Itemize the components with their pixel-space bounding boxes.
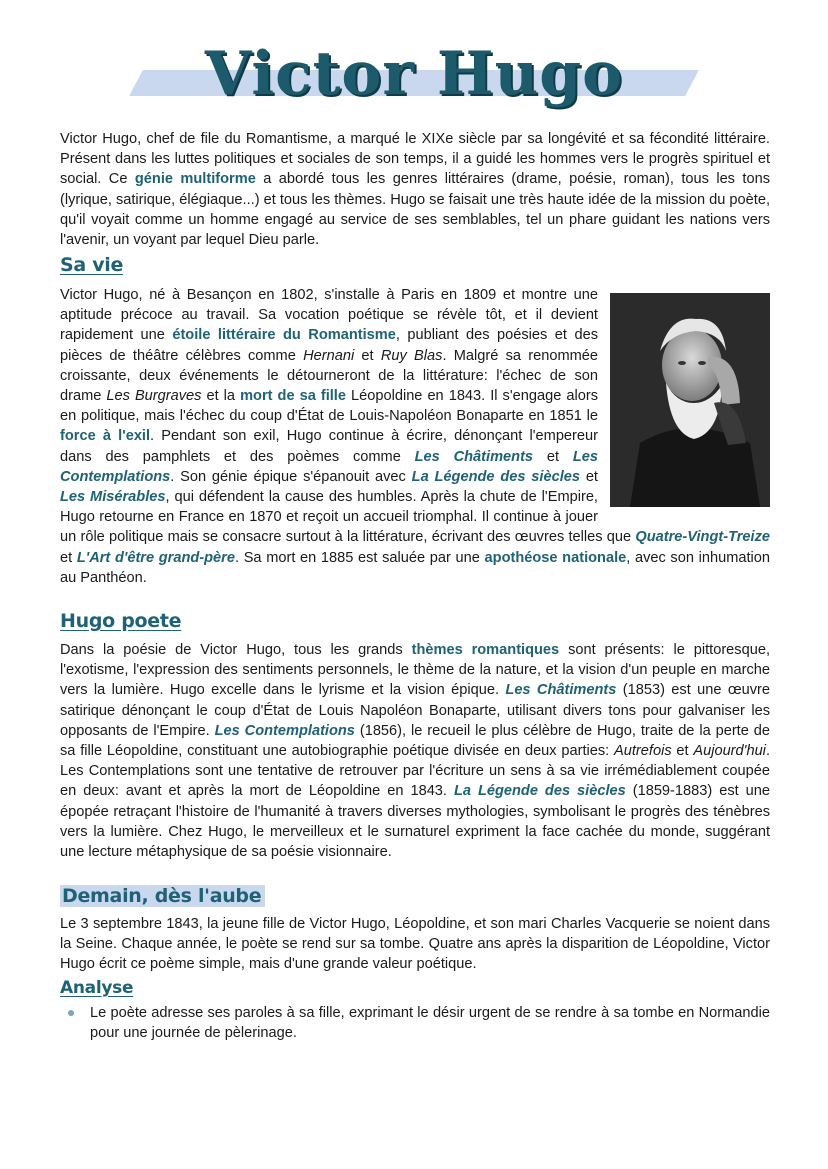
poete-text: (1856), le recueil le plus célèbre de Hugo, traite de la perte de sa fille Léopoldine, constituant une autobiographie poétique divisée en deux parties:	[60, 722, 770, 760]
sa-vie-highlight: mort de sa fille	[240, 388, 346, 405]
poete-work-title: La Légende des siècles	[453, 783, 626, 800]
poete-text: (1853) est une œuvre satirique dénonçant le coup d'État de Louis Napoléon Bonaparte, utilisant divers tons pour galvaniser les opposants de l'Empire.	[60, 682, 770, 739]
sa-vie-title-italic: Ruy Blas	[380, 347, 443, 364]
sa-vie-highlight: force à l'exil	[60, 428, 151, 445]
sa-vie-text: . Malgré sa renommée croissante, deux événements le détourneront de la littérature: l'échec de son drame	[60, 347, 598, 405]
poete-work-title: Les Contemplations	[214, 722, 355, 739]
sa-vie-work-title: Quatre-Vingt-Treize	[635, 529, 770, 546]
poete-work-title: Les Châtiments	[505, 682, 617, 699]
sa-vie-work-title: L'Art d'être grand-père	[76, 549, 235, 566]
sa-vie-work-title: Les Contemplations	[60, 448, 599, 485]
poete-text: et	[671, 743, 694, 760]
sa-vie-text: , qui défendent la cause des humbles. Après la chute de l'Empire, Hugo retourne en France en 1870 et reçoit un accueil triomphal. Il continue à jouer un rôle politique mais se consacre surtout à la littérature, écrivant des œuvres telles que	[60, 489, 636, 546]
intro-highlight: génie multiforme	[134, 171, 256, 188]
poete-part-title: Autrefois	[614, 743, 672, 760]
sa-vie-text: . Pendant son exil, Hugo continue à écrire, dénonçant l'empereur dans des pamphlets et des poèmes comme	[60, 428, 598, 465]
sa-vie-text: et	[533, 448, 573, 465]
sa-vie-paragraph	[60, 285, 770, 588]
section-heading-sa-vie: Sa vie	[60, 254, 124, 276]
sa-vie-work-title: Les Misérables	[60, 489, 166, 506]
page-title: Victor Hugo	[204, 39, 624, 109]
sa-vie-text: et	[60, 549, 77, 566]
intro-text-2: a abordé tous les genres littéraires (drame, poésie, roman), tous les tons (lyrique, satirique, élégiaque...) et tous les thèmes. Hugo se faisait une très haute idée de la mission du poète, qu'il voyait comme un homme engagé au service de ses semblables, tel un phare guidant les nations vers l'avenir, un voyant par lequel Dieu parle.	[60, 171, 770, 249]
intro-paragraph	[60, 129, 770, 250]
sa-vie-text: Léopoldine en 1843. Il s'engage alors en politique, mais l'échec du coup d'État de Louis-Napoléon Bonaparte en 1851 le	[60, 388, 598, 425]
sa-vie-text: et	[354, 347, 381, 364]
poete-text: (1859-1883) est une épopée retraçant l'histoire de l'humanité à travers diverses mythologies, symbolisant le progrès des ténèbres vers la lumière. Chez Hugo, le merveilleux et le surnaturel expriment la face cachée du monde, suggérant une lecture métaphysique de sa poésie visionnaire.	[60, 783, 770, 861]
analyse-list-item	[60, 1003, 770, 1043]
poete-part-title: Aujourd'hui	[693, 743, 766, 760]
sa-vie-work-title: La Légende des siècles	[411, 468, 580, 485]
sa-vie-text: et	[580, 468, 598, 485]
analyse-list	[60, 1003, 770, 1043]
sa-vie-text: Victor Hugo, né à Besançon en 1802, s'installe à Paris en 1809 et montre une aptitude précoce au travail. Sa vocation poétique se révèle tôt, et il devient rapidement une	[60, 287, 598, 344]
bullet-dot-icon	[68, 1010, 74, 1016]
sa-vie-text: . Son génie épique s'épanouit avec	[170, 468, 412, 485]
sa-vie-work-title: Les Châtiments	[414, 448, 534, 465]
sa-vie-text: , avec son inhumation au Panthéon.	[60, 549, 771, 586]
demain-paragraph: Le 3 septembre 1843, la jeune fille de Victor Hugo, Léopoldine, et son mari Charles Vacquerie se noient dans la Seine. Chaque année, le poète se rend sur sa tombe. Quatre ans après la disparition de Léopoldine, Victor Hugo écrit ce poème simple, mais d'une grande valeur poétique.	[60, 916, 770, 973]
poete-text: . Les Contemplations sont une tentative de retrouver par l'écriture un sens à sa vie irrémédiablement coupée en deux: avant et après la mort de Léopoldine en 1843.	[60, 743, 770, 800]
poete-highlight: thèmes romantiques	[411, 642, 560, 658]
section-heading-hugo-poete: Hugo poete	[60, 610, 182, 632]
sa-vie-text: , publiant des poésies et des pièces de théâtre célèbres comme	[60, 327, 598, 364]
victor-hugo-portrait	[610, 293, 770, 507]
poete-text: Dans la poésie de Victor Hugo, tous les grands	[60, 642, 412, 658]
poete-paragraph	[60, 640, 770, 862]
sa-vie-title-italic: Les Burgraves	[106, 388, 202, 405]
portrait-illustration	[610, 293, 770, 507]
sa-vie-text: et la	[201, 388, 241, 405]
section-heading-demain: Demain, dès l'aube	[60, 885, 265, 907]
poete-text: sont présents: le pittoresque, l'exotisme, l'expression des sentiments personnels, le thème de la nature, et la vision d'un peuple en marche vers la lumière. Hugo excelle dans le lyrisme et la vision épique.	[60, 642, 770, 699]
sa-vie-highlight: apothéose nationale	[484, 549, 627, 566]
subheading-analyse: Analyse	[60, 978, 134, 998]
sa-vie-highlight: étoile littéraire du Romantisme	[172, 327, 396, 344]
sa-vie-title-italic: Hernani	[303, 347, 355, 364]
title-banner	[0, 30, 828, 120]
sa-vie-text: . Sa mort en 1885 est saluée par une	[234, 549, 485, 566]
intro-text-1: Victor Hugo, chef de file du Romantisme, a marqué le XIXe siècle par sa longévité et sa fécondité littéraire. Présent dans les luttes politiques et sociales de son temps, il a guidé les hommes vers le progrès spirituel et social. Ce	[60, 131, 770, 188]
analyse-list-item-text: Le poète adresse ses paroles à sa fille, exprimant le désir urgent de se rendre à sa tombe en Normandie pour une journée de pèlerinage.	[90, 1005, 770, 1042]
